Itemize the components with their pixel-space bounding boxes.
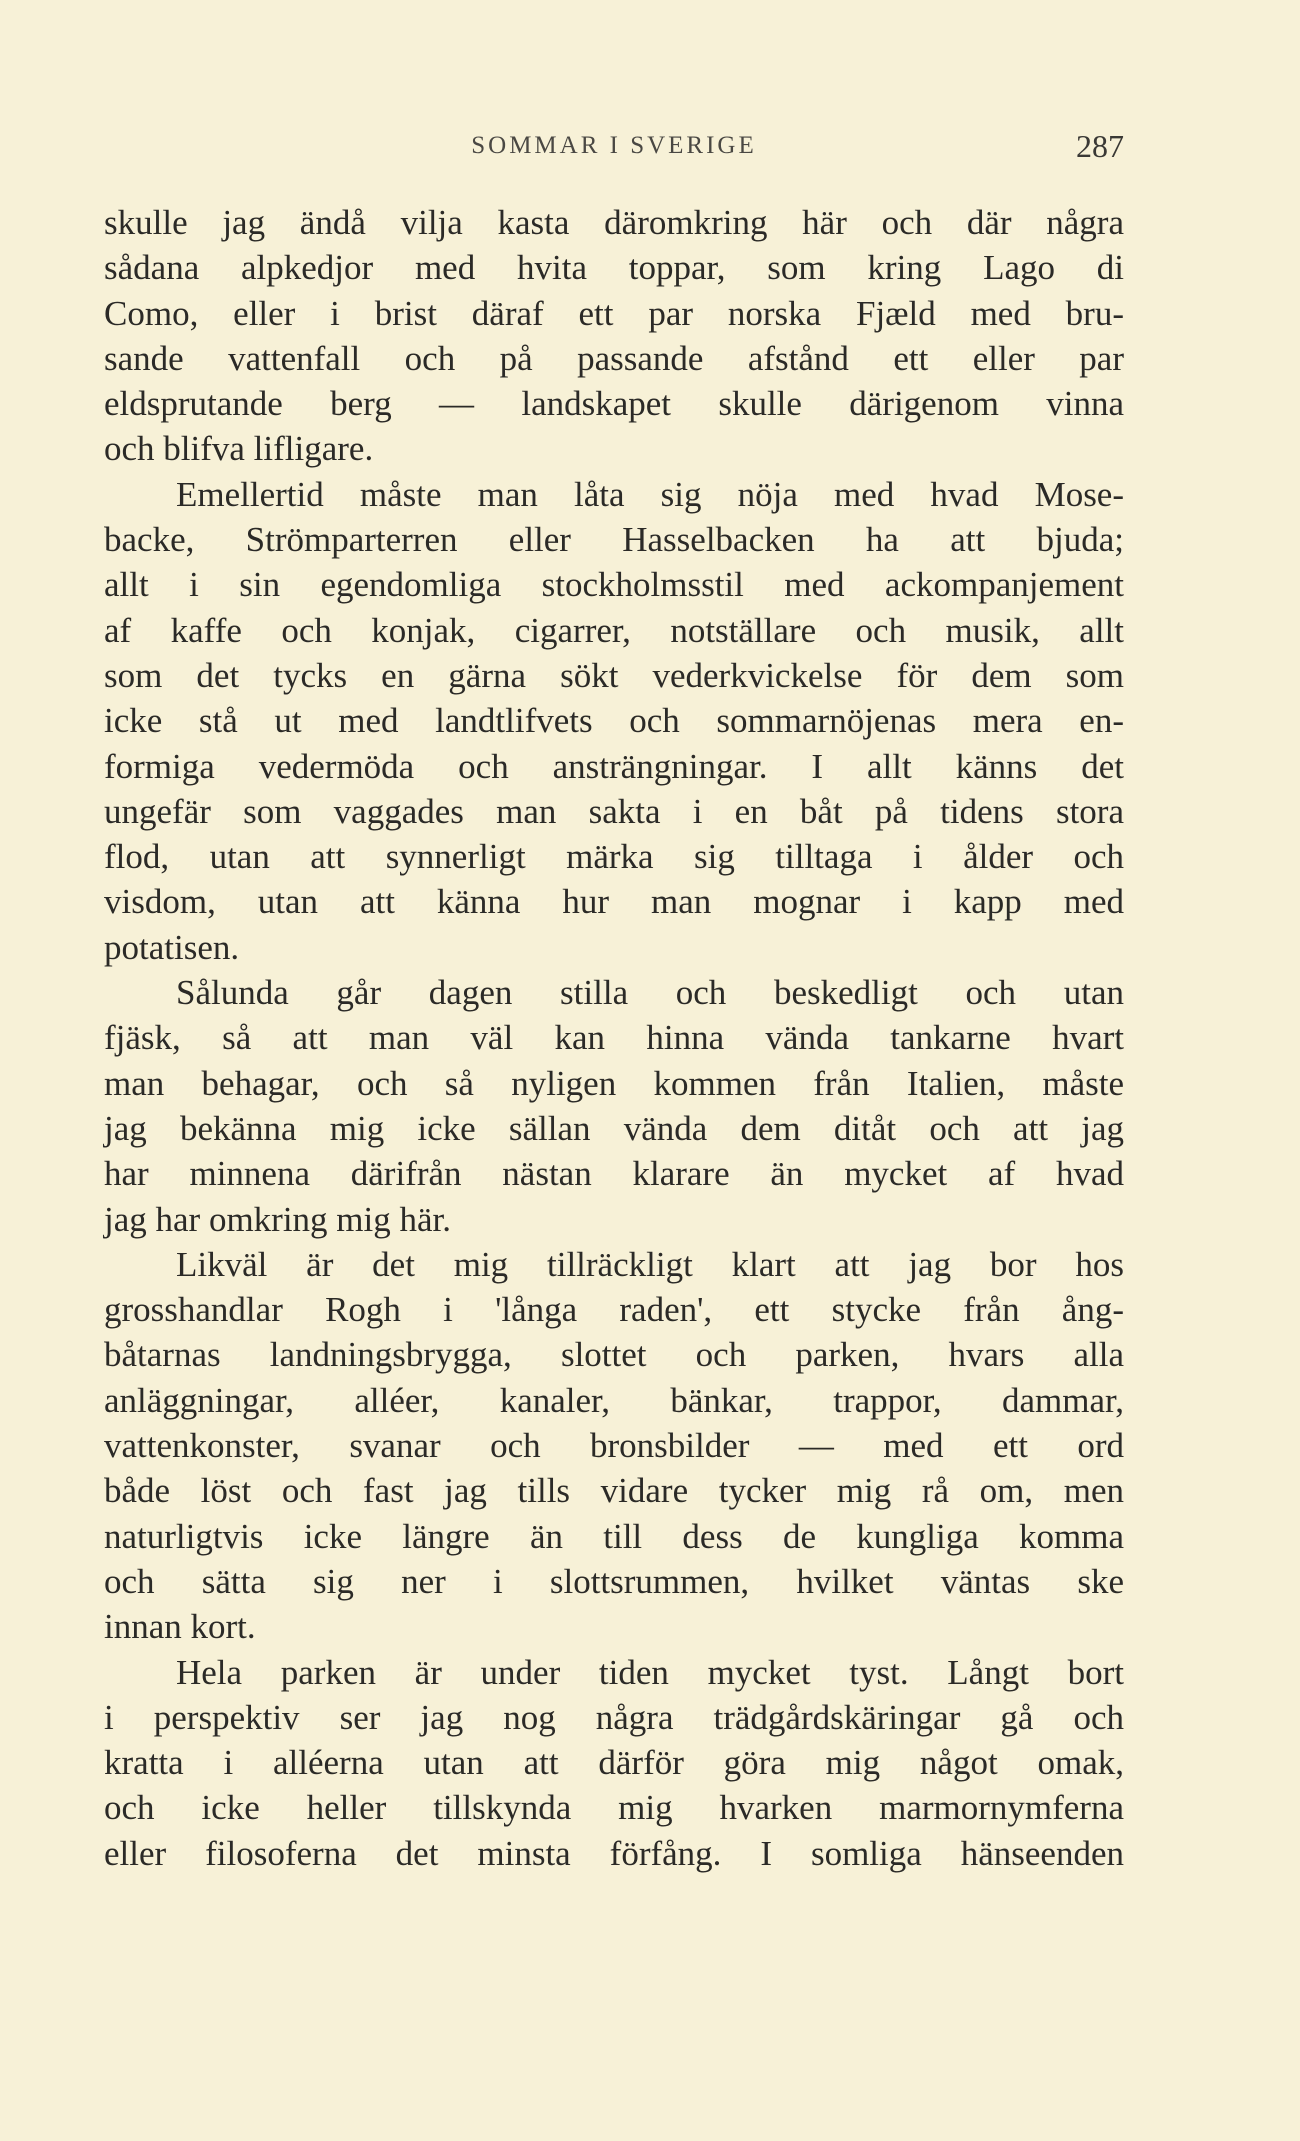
text-line: fjäsk, så att man väl kan hinna vända tankarne hvart <box>104 1018 1124 1058</box>
text-line: naturligtvis icke längre än till dess de kungliga komma <box>104 1516 1124 1556</box>
text-line: skulle jag ändå vilja kasta däromkring här och där några <box>104 203 1124 242</box>
text-line: Hela parken är under tiden mycket tyst. Långt bort <box>176 1652 1124 1692</box>
text-line: eldsprutande berg — landskapet skulle därigenom vinna <box>104 384 1124 424</box>
text-line: anläggningar, alléer, kanaler, bänkar, trappor, dammar, <box>104 1380 1124 1420</box>
text-line: ungefär som vaggades man sakta i en båt på tidens stora <box>104 791 1124 831</box>
running-title: SOMMAR I SVERIGE <box>471 132 757 159</box>
text-line: Emellertid måste man låta sig nöja med hvad Mose- <box>176 474 1124 514</box>
text-line: jag har omkring mig här. <box>104 1199 452 1239</box>
text-line: vattenkonster, svanar och bronsbilder — med ett ord <box>104 1426 1124 1466</box>
text-line: man behagar, och så nyligen kommen från Italien, måste <box>104 1063 1124 1103</box>
text-line: och sätta sig ner i slottsrummen, hvilket väntas ske <box>104 1561 1124 1601</box>
text-line: eller filosoferna det minsta förfång. I somliga hänseenden <box>104 1833 1124 1873</box>
running-head <box>104 128 1124 172</box>
text-line: i perspektiv ser jag nog några trädgårdskäringar gå och <box>104 1697 1124 1737</box>
text-line: och blifva lifligare. <box>104 429 374 469</box>
text-line: visdom, utan att känna hur man mognar i kapp med <box>104 882 1124 922</box>
text-line: potatisen. <box>104 927 240 967</box>
text-line: både löst och fast jag tills vidare tycker mig rå om, men <box>104 1471 1124 1511</box>
text-line: som det tycks en gärna sökt vederkvickelse för dem som <box>104 655 1124 695</box>
text-line: icke stå ut med landtlifvets och sommarnöjenas mera en- <box>104 701 1124 741</box>
text-line: och icke heller tillskynda mig hvarken marmornymferna <box>104 1788 1124 1828</box>
text-line: kratta i alléerna utan att därför göra mig något omak, <box>104 1743 1124 1783</box>
text-line: grosshandlar Rogh i 'långa raden', ett stycke från ång- <box>104 1290 1124 1330</box>
text-line: sådana alpkedjor med hvita toppar, som kring Lago di <box>104 248 1124 288</box>
text-line: allt i sin egendomliga stockholmsstil med ackompanjement <box>104 565 1124 605</box>
text-line: af kaffe och konjak, cigarrer, notställare och musik, allt <box>104 610 1124 650</box>
text-line: flod, utan att synnerligt märka sig tilltaga i ålder och <box>104 837 1124 877</box>
text-line: Likväl är det mig tillräckligt klart att jag bor hos <box>176 1244 1124 1284</box>
body-text <box>104 200 1124 1876</box>
text-line: sande vattenfall och på passande afstånd ett eller par <box>104 338 1124 378</box>
page-number: 287 <box>1076 128 1124 164</box>
text-line: har minnena därifrån nästan klarare än mycket af hvad <box>104 1154 1124 1194</box>
text-line: jag bekänna mig icke sällan vända dem ditåt och att jag <box>104 1108 1124 1148</box>
text-line: innan kort. <box>104 1607 256 1647</box>
text-line: båtarnas landningsbrygga, slottet och parken, hvars alla <box>104 1335 1124 1375</box>
text-line: backe, Strömparterren eller Hasselbacken ha att bjuda; <box>104 520 1124 560</box>
text-line: Como, eller i brist däraf ett par norska Fjæld med bru- <box>104 293 1124 333</box>
text-line: formiga vedermöda och ansträngningar. I allt känns det <box>104 746 1124 786</box>
text-line: Sålunda går dagen stilla och beskedligt och utan <box>176 973 1124 1013</box>
